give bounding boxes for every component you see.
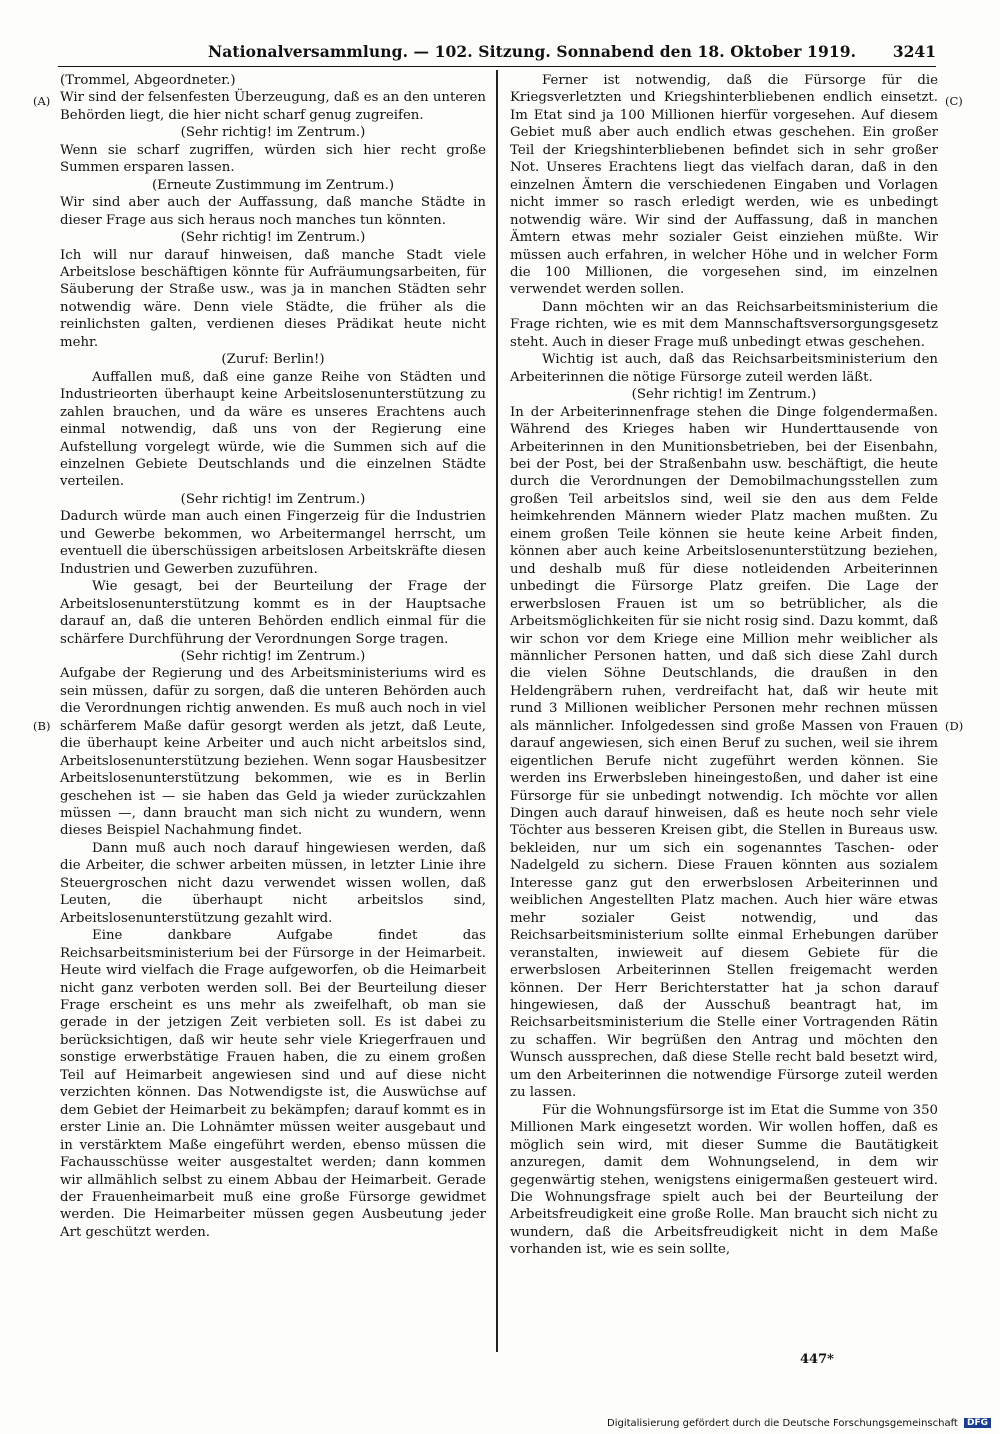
column-divider (496, 70, 498, 1352)
paragraph: Eine dankbare Aufgabe findet das Reichsarbeitsministerium bei der Fürsorge in der Heimarbeit. Heute wird vielfach die Frage aufgeworfen, ob die Heimarbeit nicht ganz verboten werden soll. Bei der Beurteilung dieser Frage erscheint es uns mehr als zweifelhaft, ob man sie gerade in der jetzigen Zeit verbieten soll. Es ist dabei zu berücksichtigen, daß wir heute sehr viele Kriegerfrauen und sonstige erwerbstätige Frauen haben, die zu einem großen Teil auf Heimarbeit angewiesen sind und auf diese nicht verzichten können. Das Notwendigste ist, die Auswüchse auf dem Gebiet der Heimarbeit zu bekämpfen; darauf kommt es in erster Linie an. Die Lohnämter müssen weiter ausgebaut und in verstärktem Maße eingeführt werden, ebenso müssen die Fachausschüsse weiter ausgestaltet werden; dann kommen wir allmählich selbst zu einem Abbau der Heimarbeit. Gerade der Frauenheimarbeit muß eine große Fürsorge gewidmet werden. Die Heimarbeiter müssen gegen Ausbeutung jeder Art geschützt werden. (60, 928, 486, 1240)
paragraph: Dann muß auch noch darauf hingewiesen werden, daß die Arbeiter, die schwer arbeiten müssen, in letzter Linie ihre Steuergroschen nicht dazu verwendet wissen wollen, daß Leuten, die überhaupt nicht arbeitslos sind, Arbeitslosenunterstützung gezahlt wird. (60, 840, 486, 926)
paragraph: Wichtig ist auch, daß das Reichsarbeitsministerium den Arbeiterinnen die nötige Fürsorge zuteil werden läßt. (510, 352, 938, 385)
left-text-column (60, 72, 486, 1241)
paragraph: (Trommel, Abgeordneter.) (60, 73, 236, 88)
margin-marker-c: (C) (945, 94, 963, 108)
right-text-column (510, 72, 938, 1259)
paragraph: Wir sind der felsenfesten Überzeugung, daß es an den unteren Behörden liegt, die hier nicht scharf genug zugreifen. (60, 90, 486, 123)
page-number: 3241 (892, 42, 936, 61)
paragraph: Wenn sie scharf zugriffen, würden sich hier recht große Summen ersparen lassen. (60, 142, 486, 176)
dfg-logo: DFG (964, 1418, 991, 1428)
running-title: Nationalversammlung. — 102. Sitzung. Sonnabend den 18. Oktober 1919. (208, 42, 857, 61)
margin-marker-d: (D) (945, 719, 964, 733)
paragraph: Ich will nur darauf hinweisen, daß manche Stadt viele Arbeitslose beschäftigen könnte für Aufräumungsarbeiten, für Säuberung der Straße usw., was ja in manchen Städten sehr notwendig wäre. Denn viele Städte, die früher als die reinlichsten galten, verdienen dieses Prädikat heute nicht mehr. (60, 247, 486, 350)
interjection: (Sehr richtig! im Zentrum.) (180, 230, 366, 246)
interjection: (Sehr richtig! im Zentrum.) (631, 387, 817, 403)
margin-marker-a: (A) (33, 94, 51, 108)
interjection: (Sehr richtig! im Zentrum.) (180, 648, 366, 664)
credit-text: Digitalisierung gefördert durch die Deutsche Forschungsgemeinschaft (607, 1418, 958, 1429)
paragraph: Aufgabe der Regierung und des Arbeitsministeriums wird es sein müssen, dafür zu sorgen, daß die unteren Behörden auch die Verordnungen richtig anwenden. Es muß auch noch in viel schärferem Maße dafür gesorgt werden als jetzt, daß Leute, die überhaupt keine Arbeiter und auch nicht arbeitslos sind, Arbeitslosenunterstützung beziehen. Wenn sogar Hausbesitzer Arbeitslosenunterstützung bekommen, wie es in Berlin geschehen ist — sie haben das Geld ja wieder zurückzahlen müssen —, dann braucht man sich nicht zu wundern, wenn dieses Beispiel Nachahmung findet. (60, 666, 486, 839)
signature-mark: 447* (800, 1352, 834, 1367)
interjection: (Sehr richtig! im Zentrum.) (180, 125, 366, 141)
paragraph: Dadurch würde man auch einen Fingerzeig für die Industrien und Gewerbe bekommen, wo Arbeitermangel herrscht, um eventuell die überschüssigen arbeitslosen Arbeitskräfte diesen Industrien und Gewerben zuzuführen. (60, 509, 486, 577)
digitization-credit (607, 1418, 991, 1429)
page-header (58, 40, 936, 67)
interjection: (Sehr richtig! im Zentrum.) (180, 491, 366, 507)
interjection: (Erneute Zustimmung im Zentrum.) (151, 177, 395, 193)
paragraph: In der Arbeiterinnenfrage stehen die Dinge folgendermaßen. Während des Krieges haben wir Hunderttausende von Arbeiterinnen in den Munitionsbetrieben, bei der Eisenbahn, bei der Post, bei der Straßenbahn usw. beschäftigt, die heute durch die Verordnungen der Demobilmachungsstellen zum großen Teil arbeitslos sind, weil sie den aus dem Felde heimkehrenden Männern wieder Platz machen mußten. Zu einem großen Teile können sie heute keine Arbeit finden, können aber auch keine Arbeitslosenunterstützung beziehen, und deshalb muß für diese notleidenden Arbeiterinnen unbedingt die Fürsorge Platz greifen. Die Lage der erwerbslosen Frauen ist um so betrüblicher, als die Arbeitsmöglichkeiten für sie nicht rosig sind. Dazu kommt, daß wir schon vor dem Kriege eine Million mehr weiblicher als männlicher Personen hatten, und daß sich diese Zahl durch die vielen Söhne Deutschlands, die draußen in den Heldengräbern ruhen, verdreifacht hat, daß wir heute mit rund 3 Millionen weiblicher Personen mehr rechnen müssen als männlicher. Infolgedessen sind große Massen von Frauen darauf angewiesen, sich einen Beruf zu suchen, weil sie ihrem eigentlichen Berufe nicht zugeführt werden können. Sie werden ins Erwerbsleben hineingestoßen, und daher ist eine Fürsorge für sie unbedingt notwendig. Ich möchte vor allen Dingen auch darauf hinweisen, daß es heute noch sehr viele Töchter aus besseren Kreisen gibt, die Stellen in Bureaus usw. bekleiden, nur um sich ein sogenanntes Taschen- oder Nadelgeld zu sichern. Diese Frauen könnten aus sozialem Interesse ganz gut den erwerbslosen Arbeiterinnen und weiblichen Angestellten Platz machen. Auch hier wäre etwas mehr sozialer Geist notwendig, und das Reichsarbeitsministerium sollte einmal Erhebungen darüber veranstalten, inwieweit auf diesem Gebiete für die erwerbslosen Arbeiterinnen Stellen freigemacht werden können. Der Herr Berichterstatter hat ja schon darauf hingewiesen, daß der Ausschuß beantragt hat, im Reichsarbeitsministerium die Stelle einer Vortragenden Rätin zu schaffen. Wir begrüßen den Antrag und möchten den Wunsch aussprechen, daß diese Stelle recht bald besetzt wird, um den Arbeiterinnen die notwendige Fürsorge zuteil werden zu lassen. (510, 404, 938, 1101)
paragraph: Dann möchten wir an das Reichsarbeitsministerium die Frage richten, wie es mit dem Mannschaftsversorgungsgesetz steht. Auch in dieser Frage muß unbedingt etwas geschehen. (510, 299, 938, 350)
paragraph: Ferner ist notwendig, daß die Fürsorge für die Kriegsverletzten und Kriegshinterbliebenen endlich einsetzt. Im Etat sind ja 100 Millionen hierfür vorgesehen. Auf diesem Gebiet muß aber auch endlich etwas geschehen. Ein großer Teil der Kriegshinterbliebenen befindet sich in sehr großer Not. Unseres Erachtens liegt das vielfach daran, daß in den einzelnen Ämtern die verschiedenen Eingaben und Vorlagen nicht immer so rasch erledigt werden, wie es unbedingt notwendig wäre. Wir sind der Auffassung, daß in manchen Ämtern etwas mehr sozialer Geist einziehen müßte. Wir müssen auch erfahren, in welcher Höhe und in welcher Form die 100 Millionen, die vorgesehen sind, im einzelnen verwendet werden sollen. (510, 73, 938, 298)
interjection: (Zuruf: Berlin!) (221, 352, 325, 368)
paragraph: Wir sind aber auch der Auffassung, daß manche Städte in dieser Frage aus sich heraus noch manches tun könnten. (60, 195, 486, 228)
paragraph: Auffallen muß, daß eine ganze Reihe von Städten und Industrieorten überhaupt keine Arbeitslosenunterstützung zu zahlen brauchen, und da wäre es unseres Erachtens auch einmal notwendig, daß uns von der Regierung eine Aufstellung vorgelegt würde, wie die Summen sich auf die einzelnen Gebiete Deutschlands und die einzelnen Städte verteilen. (60, 369, 486, 490)
margin-marker-b: (B) (33, 719, 51, 733)
paragraph: Für die Wohnungsfürsorge ist im Etat die Summe von 350 Millionen Mark eingesetzt worden. Wir wollen hoffen, daß es möglich sein wird, mit dieser Summe die Bautätigkeit anzuregen, damit dem Wohnungselend, in dem wir gegenwärtig stehen, wenigstens einigermaßen gesteuert wird. Die Wohnungsfrage spielt auch bei der Beurteilung der Arbeitsfreudigkeit eine große Rolle. Man braucht sich nicht zu wundern, daß die Arbeitsfreudigkeit nicht in dem Maße vorhanden ist, wie es sein sollte, (510, 1102, 938, 1258)
paragraph: Wie gesagt, bei der Beurteilung der Frage der Arbeitslosenunterstützung kommt es in der Hauptsache darauf an, daß die unteren Behörden endlich einmal für die schärfere Durchführung der Verordnungen Sorge tragen. (60, 579, 486, 647)
